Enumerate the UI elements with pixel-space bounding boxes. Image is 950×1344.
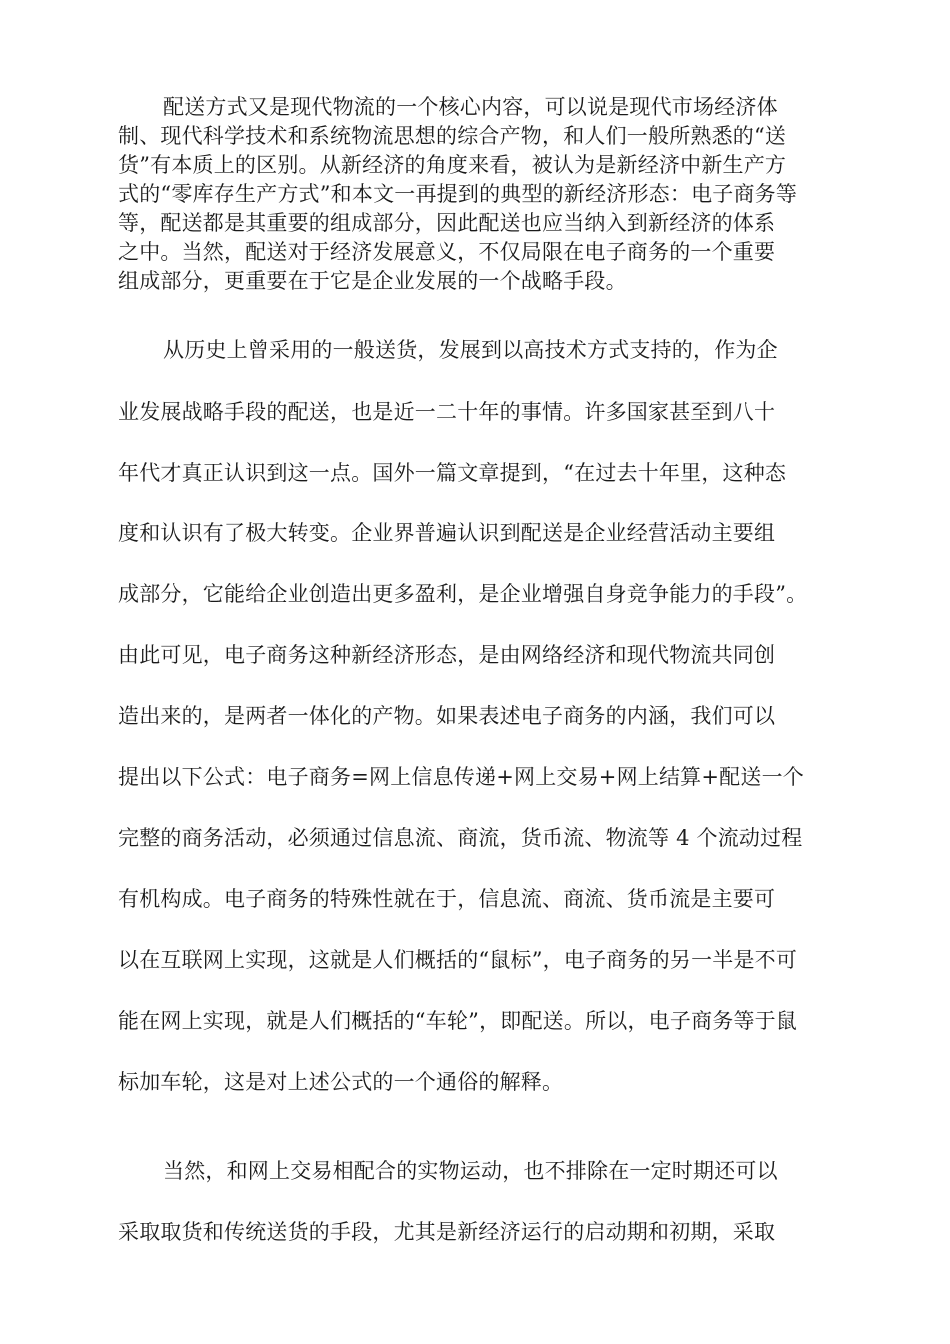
text-line: 标加车轮，这是对上述公式的一个通俗的解释。 — [118, 1070, 564, 1094]
text-line: 配送方式又是现代物流的一个核心内容，可以说是现代市场经济体 — [163, 95, 778, 119]
text-line: 式的“零库存生产方式”和本文一再提到的典型的新经济形态：电子商务等 — [118, 182, 798, 206]
text-line: 业发展战略手段的配送，也是近一二十年的事情。许多国家甚至到八十 — [118, 400, 776, 424]
text-line: 货”有本质上的区别。从新经济的角度来看，被认为是新经济中新生产方 — [118, 153, 787, 177]
text-line: 组成部分，更重要在于它是企业发展的一个战略手段。 — [118, 269, 627, 293]
text-line: 等，配送都是其重要的组成部分，因此配送也应当纳入到新经济的体系 — [118, 211, 776, 235]
text-line: 能在网上实现，就是人们概括的“车轮”，即配送。所以，电子商务等于鼠 — [118, 1009, 798, 1033]
text-line: 完整的商务活动，必须通过信息流、商流，货币流、物流等 4 个流动过程 — [118, 826, 803, 850]
text-line: 之中。当然，配送对于经济发展意义，不仅局限在电子商务的一个重要 — [118, 240, 776, 264]
text-line: 采取取货和传统送货的手段，尤其是新经济运行的启动期和初期，采取 — [118, 1220, 776, 1244]
text-line: 造出来的，是两者一体化的产物。如果表述电子商务的内涵，我们可以 — [118, 704, 776, 728]
text-line: 年代才真正认识到这一点。国外一篇文章提到，“在过去十年里，这种态 — [118, 461, 787, 485]
text-line: 由此可见，电子商务这种新经济形态，是由网络经济和现代物流共同创 — [118, 643, 776, 667]
text-line: 成部分，它能给企业创造出更多盈利，是企业增强自身竞争能力的手段”。 — [118, 582, 808, 606]
text-line: 提出以下公式：电子商务=网上信息传递+网上交易+网上结算+配送一个 — [118, 765, 804, 789]
text-line: 度和认识有了极大转变。企业界普遍认识到配送是企业经营活动主要组 — [118, 521, 776, 545]
text-line: 以在互联网上实现，这就是人们概括的“鼠标”，电子商务的另一半是不可 — [118, 948, 798, 972]
text-line: 当然，和网上交易相配合的实物运动，也不排除在一定时期还可以 — [163, 1159, 778, 1183]
text-line: 有机构成。电子商务的特殊性就在于，信息流、商流、货币流是主要可 — [118, 887, 776, 911]
text-line: 从历史上曾采用的一般送货，发展到以高技术方式支持的，作为企 — [163, 338, 778, 362]
text-line: 制、现代科学技术和系统物流思想的综合产物，和人们一般所熟悉的“送 — [118, 124, 787, 148]
